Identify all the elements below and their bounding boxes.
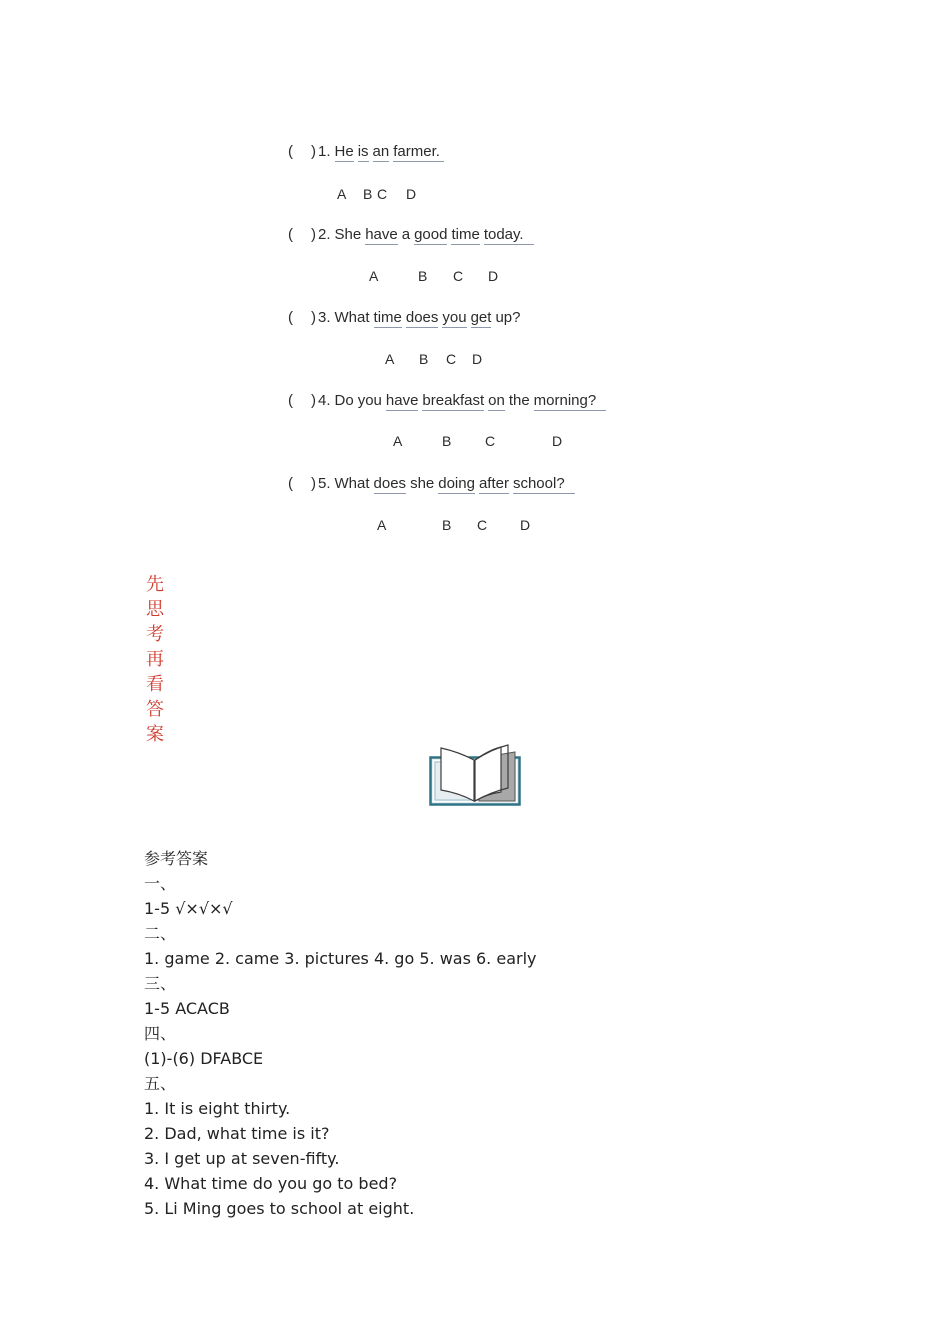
question-4 — [288, 392, 606, 411]
answer-paren-close: ) — [311, 392, 316, 409]
question-1 — [288, 143, 444, 162]
question-2-option-labels — [0, 267, 950, 285]
answer-line: 1. It is eight thirty. — [144, 1099, 291, 1118]
answer-paren-close: ) — [311, 309, 316, 326]
prompt-char: 答 — [146, 699, 164, 720]
word: What — [334, 309, 370, 326]
underlined-word-a: does — [373, 475, 407, 492]
section-heading-4: 四、 — [144, 1024, 177, 1043]
underlined-word-d: get — [470, 309, 492, 326]
word: you — [357, 392, 382, 409]
question-number: 4. — [318, 392, 331, 409]
answer-line: 1-5 √×√×√ — [144, 899, 233, 918]
question-2 — [288, 226, 534, 245]
option-label-b: B — [419, 351, 429, 367]
think-first-prompt — [144, 572, 166, 747]
question-number: 1. — [318, 143, 331, 160]
answer-paren-open: ( — [288, 309, 293, 326]
option-label-c: C — [446, 351, 457, 367]
underlined-word-a: have — [365, 226, 398, 243]
underlined-word-d: school? — [513, 475, 575, 494]
open-book-icon — [429, 744, 521, 806]
word: Do — [334, 392, 354, 409]
answers-title: 参考答案 — [144, 849, 209, 868]
word: the — [508, 392, 530, 409]
question-1-option-labels — [0, 185, 950, 203]
option-label-c: C — [453, 268, 464, 284]
answer-line: 1-5 ACACB — [144, 999, 230, 1018]
answer-line: 3. I get up at seven-fifty. — [144, 1149, 340, 1168]
answer-paren-open: ( — [288, 475, 293, 492]
option-label-d: D — [552, 433, 563, 449]
prompt-char: 看 — [146, 674, 164, 695]
question-number: 2. — [318, 226, 331, 243]
option-label-b: B — [418, 268, 428, 284]
underlined-word-c: you — [442, 309, 467, 326]
underlined-word-d: farmer. — [393, 143, 444, 162]
section-heading-2: 二、 — [144, 924, 177, 943]
prompt-char: 再 — [146, 649, 164, 670]
underlined-word-b: does — [405, 309, 439, 326]
answer-line: 5. Li Ming goes to school at eight. — [144, 1199, 415, 1218]
question-3 — [288, 309, 520, 328]
option-label-a: A — [377, 517, 387, 533]
question-3-option-labels — [0, 350, 950, 368]
underlined-word-a: He — [334, 143, 354, 160]
underlined-word-c: an — [372, 143, 390, 160]
question-number: 5. — [318, 475, 331, 492]
option-label-a: A — [369, 268, 379, 284]
underlined-word-c: on — [488, 392, 505, 409]
prompt-char: 思 — [146, 599, 164, 620]
word: a — [401, 226, 411, 243]
underlined-word-a: have — [385, 392, 419, 409]
underlined-word-b: breakfast — [422, 392, 485, 409]
underlined-word-b: is — [357, 143, 369, 160]
answer-paren-open: ( — [288, 226, 293, 243]
answer-line: (1)-(6) DFABCE — [144, 1049, 264, 1068]
option-label-b: B — [442, 433, 452, 449]
option-label-c: C — [485, 433, 496, 449]
option-label-c: C — [477, 517, 488, 533]
question-4-option-labels — [0, 432, 950, 450]
underlined-word-c: after — [478, 475, 509, 492]
prompt-char: 案 — [146, 724, 164, 745]
underlined-word-d: today. — [484, 226, 534, 245]
underlined-word-c: time — [451, 226, 480, 243]
question-number: 3. — [318, 309, 331, 326]
answer-line: 4. What time do you go to bed? — [144, 1174, 398, 1193]
answer-paren-close: ) — [311, 143, 316, 160]
word: she — [410, 475, 435, 492]
reference-answers — [144, 846, 844, 1221]
underlined-word-a: time — [373, 309, 402, 326]
word: up? — [495, 309, 521, 326]
prompt-char: 考 — [146, 624, 164, 645]
underlined-word-d: morning? — [534, 392, 607, 411]
underlined-word-b: good — [414, 226, 448, 243]
option-label-a: A — [385, 351, 395, 367]
option-label-d: D — [520, 517, 531, 533]
question-5-option-labels — [0, 516, 950, 534]
question-5 — [288, 475, 575, 494]
answer-paren-close: ) — [311, 226, 316, 243]
section-heading-3: 三、 — [144, 974, 177, 993]
answer-line: 1. game 2. came 3. pictures 4. go 5. was 6. early — [144, 949, 537, 968]
underlined-word-b: doing — [438, 475, 475, 492]
answer-paren-open: ( — [288, 392, 293, 409]
word: What — [334, 475, 370, 492]
option-label-b: B — [363, 186, 373, 202]
section-heading-1: 一、 — [144, 874, 177, 893]
word: She — [334, 226, 362, 243]
option-label-d: D — [406, 186, 417, 202]
option-label-d: D — [488, 268, 499, 284]
option-label-a: A — [337, 186, 347, 202]
option-label-d: D — [472, 351, 483, 367]
section-heading-5: 五、 — [144, 1074, 177, 1093]
answer-line: 2. Dad, what time is it? — [144, 1124, 330, 1143]
prompt-char: 先 — [146, 574, 164, 595]
option-label-c: C — [377, 186, 388, 202]
option-label-b: B — [442, 517, 452, 533]
option-label-a: A — [393, 433, 403, 449]
answer-paren-close: ) — [311, 475, 316, 492]
answer-paren-open: ( — [288, 143, 293, 160]
